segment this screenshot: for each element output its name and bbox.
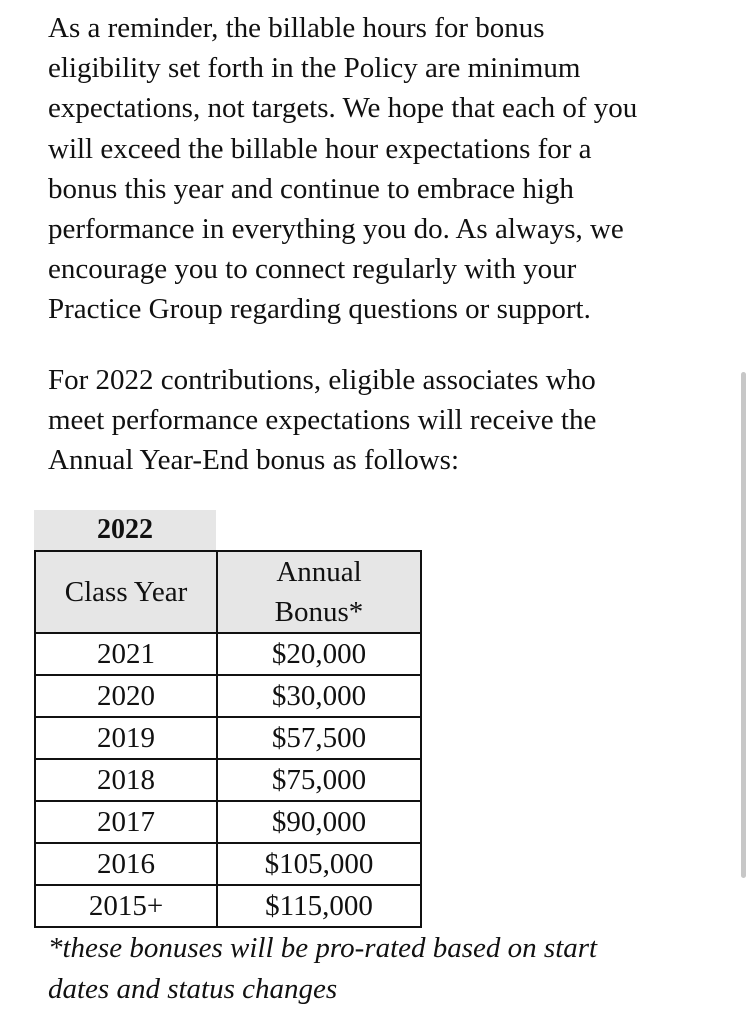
class-year-cell: 2017 [35,801,217,843]
bonus-cell: $30,000 [217,675,421,717]
table-row [35,843,421,885]
class-year-cell: 2020 [35,675,217,717]
table-header-row [35,551,421,633]
bonus-cell: $20,000 [217,633,421,675]
class-year-cell: 2018 [35,759,217,801]
bonus-cell: $115,000 [217,885,421,927]
table-row [35,717,421,759]
bonus-cell: $105,000 [217,843,421,885]
table-row [35,759,421,801]
annual-bonus-header: Annual Bonus* [217,551,421,633]
table-row [35,885,421,927]
bonus-cell: $75,000 [217,759,421,801]
table-year-header: 2022 [34,510,216,550]
vertical-scrollbar[interactable] [741,372,746,878]
class-year-cell: 2019 [35,717,217,759]
class-year-cell: 2021 [35,633,217,675]
table-row [35,801,421,843]
bonus-intro-paragraph: For 2022 contributions, eligible associates who meet performance expectations will receive the Annual Year-End bonus as follows: [48,364,597,477]
bonus-table [34,550,422,928]
table-row [35,675,421,717]
class-year-header: Class Year [35,551,217,633]
table-row [35,633,421,675]
class-year-cell: 2015+ [35,885,217,927]
bonus-footnote: *these bonuses will be pro-rated based on start dates and status changes [48,932,598,1005]
class-year-cell: 2016 [35,843,217,885]
bonus-cell: $90,000 [217,801,421,843]
bonus-cell: $57,500 [217,717,421,759]
reminder-paragraph: As a reminder, the billable hours for bonus eligibility set forth in the Policy are minimum expectations, not targets. We hope that each of you will exceed the billable hour expectations for a bonus this year and continue to embrace high performance in everything you do. As always, we encourage you to connect regularly with your Practice Group regarding questions or support. [48,12,638,326]
